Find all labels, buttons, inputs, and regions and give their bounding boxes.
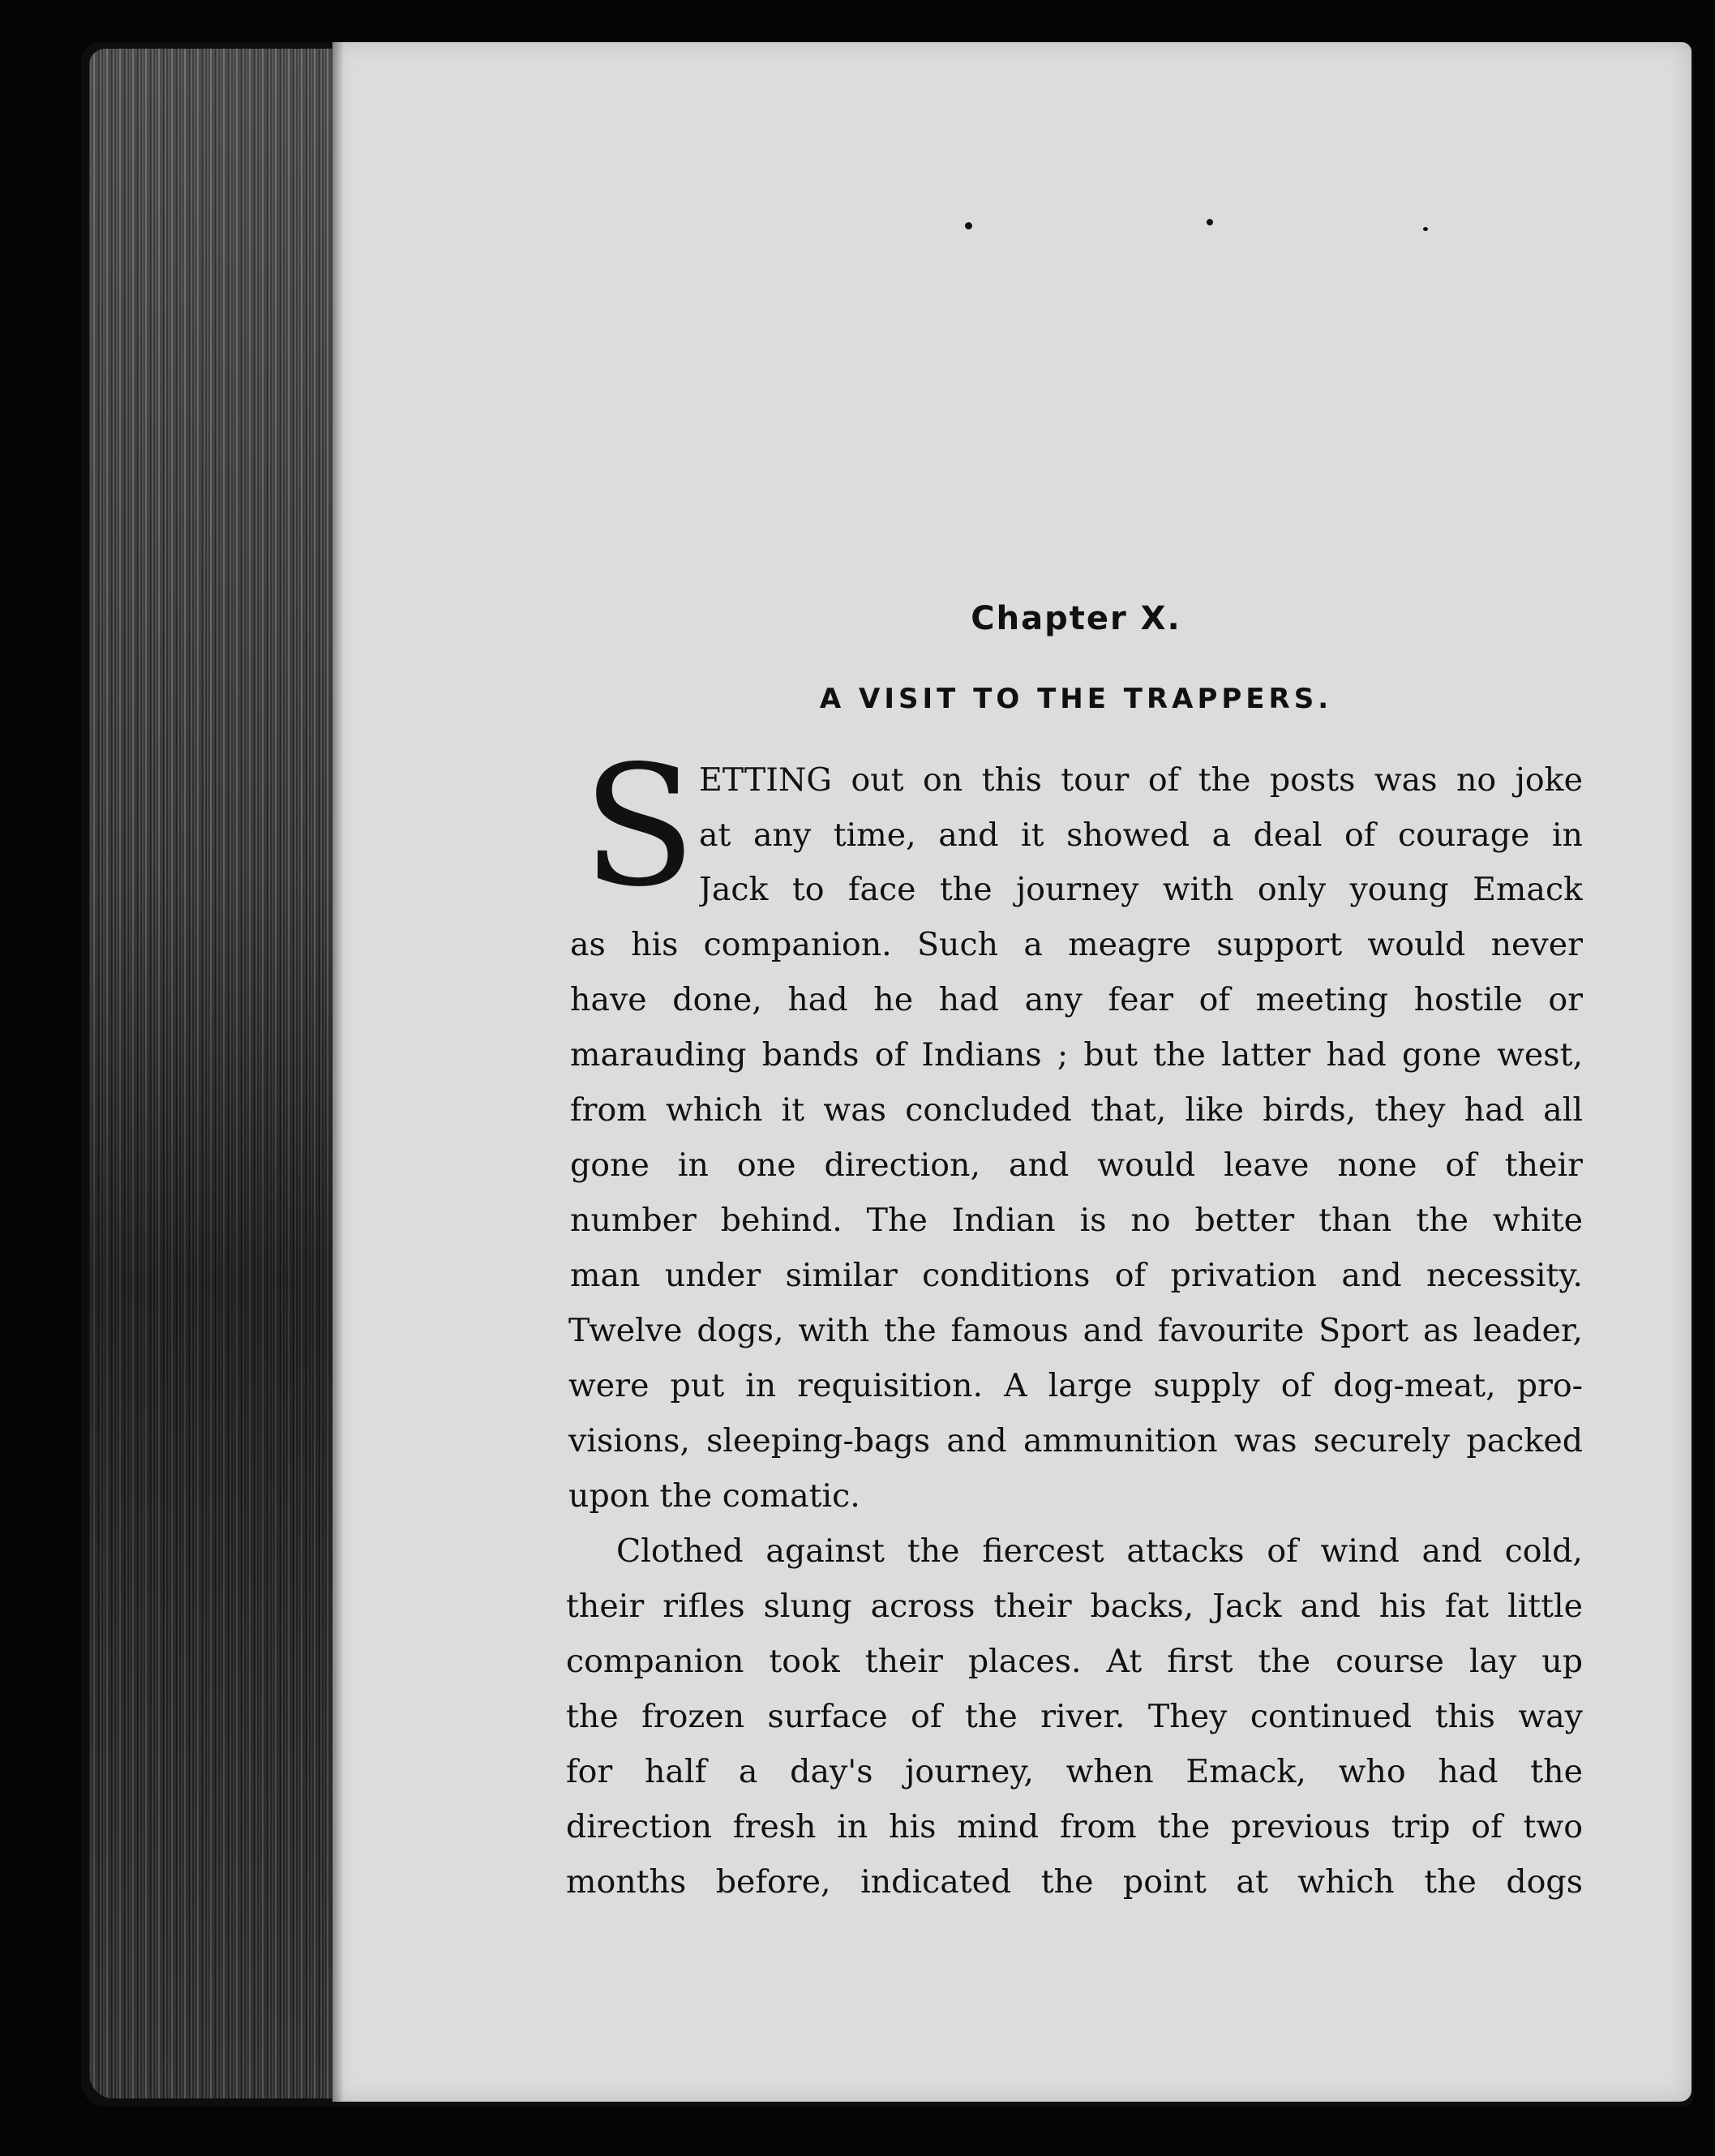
drop-cap: S — [582, 731, 697, 924]
text-line: have done, had he had any fear of meeting hostile or — [570, 981, 1583, 1018]
text-line: were put in requisition. A large supply of dog-meat, pro- — [568, 1367, 1583, 1404]
text-line: marauding bands of Indians ; but the latter had gone west, — [570, 1036, 1583, 1074]
text-line: ETTING out on this tour of the posts was no joke — [699, 761, 1583, 799]
text-line: upon the comatic. — [568, 1477, 860, 1515]
text-line: companion took their places. At first the course lay up — [566, 1643, 1583, 1680]
text-line: their rifles slung across their backs, Jack and his fat little — [566, 1588, 1583, 1625]
text-line: Clothed against the fiercest attacks of wind and cold, — [616, 1532, 1583, 1570]
text-line: for half a day's journey, when Emack, who had the — [566, 1753, 1583, 1790]
text-line: the frozen surface of the river. They continued this way — [566, 1698, 1583, 1735]
chapter-title: A VISIT TO THE TRAPPERS. — [819, 683, 1333, 715]
ink-speck — [965, 222, 972, 229]
text-line: man under similar conditions of privation and necessity. — [570, 1257, 1583, 1294]
ink-speck — [1207, 219, 1213, 225]
chapter-heading: Chapter X. — [971, 600, 1181, 637]
ink-speck — [1423, 227, 1428, 231]
text-line: months before, indicated the point at which the dogs — [566, 1863, 1583, 1901]
text-line: at any time, and it showed a deal of courage in — [699, 817, 1583, 854]
page-edges — [89, 49, 332, 2098]
text-line: Twelve dogs, with the famous and favourite Sport as leader, — [568, 1312, 1583, 1349]
text-line: visions, sleeping-bags and ammunition was securely packed — [568, 1422, 1583, 1459]
text-line: Jack to face the journey with only young Emack — [699, 871, 1583, 908]
text-line: gone in one direction, and would leave none of their — [570, 1147, 1583, 1184]
text-line: number behind. The Indian is no better than the white — [570, 1202, 1583, 1239]
text-line: direction fresh in his mind from the previous trip of two — [566, 1808, 1583, 1845]
text-line: as his companion. Such a meagre support would never — [570, 926, 1583, 963]
text-line: from which it was concluded that, like birds, they had all — [570, 1091, 1583, 1129]
